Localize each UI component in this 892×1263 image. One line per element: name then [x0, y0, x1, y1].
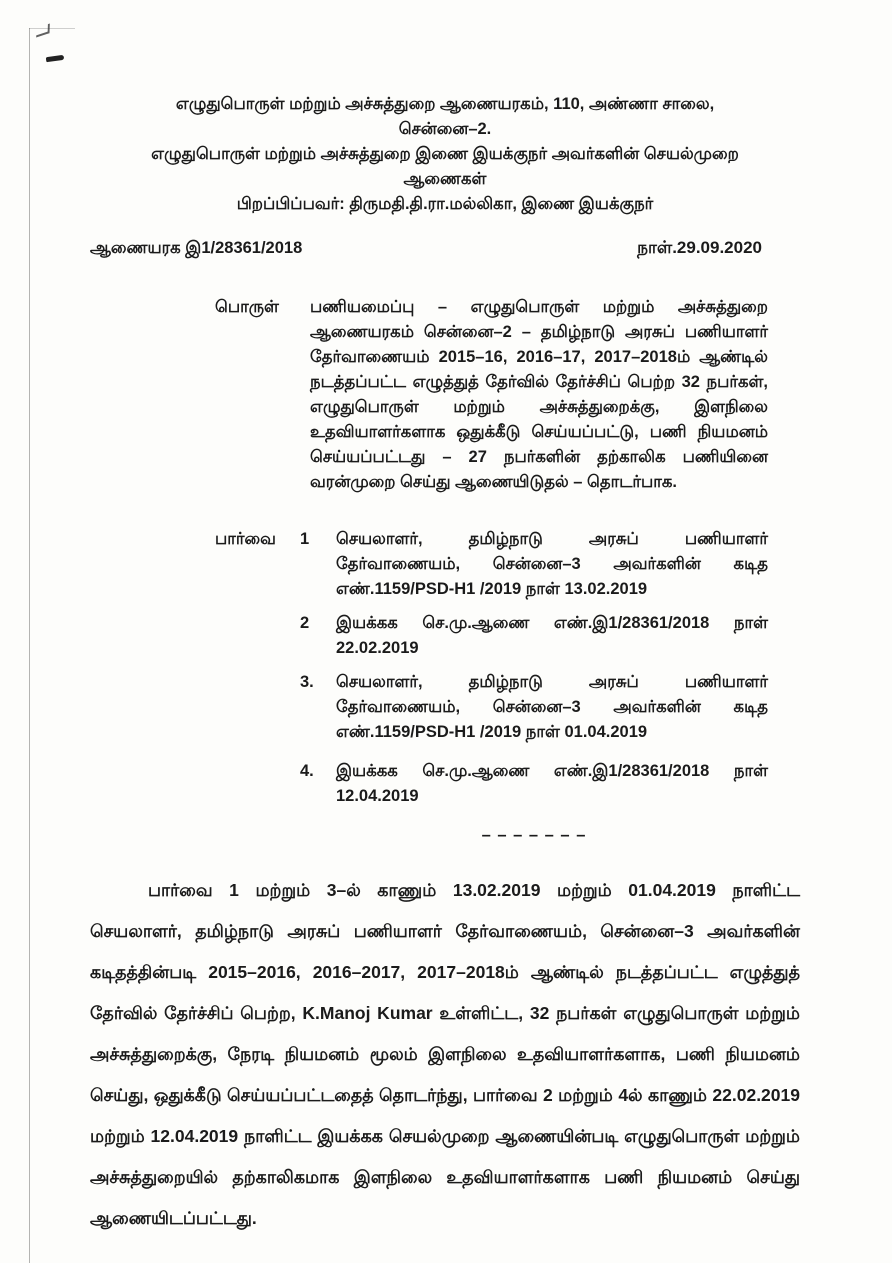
subject-section — [90, 295, 800, 495]
reference-text: இயக்கக செ.மு.ஆணை எண்.இ1/28361/2018 நாள் 12.04.2019 — [336, 762, 768, 805]
references-label: பார்வை — [215, 530, 276, 548]
header-order-title: எழுதுபொருள் மற்றும் அச்சுத்துறை இணை இயக்குநர் அவர்களின் செயல்முறை ஆணைகள் — [151, 145, 739, 188]
reference-number: 1 — [300, 530, 310, 548]
references-list — [300, 527, 768, 848]
reference-number: 3. — [300, 673, 314, 691]
header-office-city: சென்னை–2. — [398, 120, 492, 138]
separator-dashes: – – – – – – – — [481, 826, 587, 844]
body-paragraph: பார்வை 1 மற்றும் 3–ல் காணும் 13.02.2019 மற்றும் 01.04.2019 நாளிட்ட செயலாளர், தமிழ்நாடு அரசுப் பணியாளர் தேர்வாணையம், சென்னை–3 அவர்களின் கடிதத்தின்படி 2015–2016, 2016–2017, 2017–2018ம் ஆண்டில் நடத்தப்பட்ட எழுத்துத் தேர்வில் தேர்ச்சிப் பெற்ற, K.Manoj Kumar உள்ளிட்ட, 32 நபர்கள் எழுதுபொருள் மற்றும் அச்சுத்துறைக்கு, நேரடி நியமனம் மூலம் இளநிலை உதவியாளர்களாக, பணி நியமனம் செய்து, ஒதுக்கீடு செய்யப்பட்டதைத் தொடர்ந்து, பார்வை 2 மற்றும் 4ல் காணும் 22.02.2019 மற்றும் 12.04.2019 நாளிட்ட இயக்கக செயல்முறை ஆணையின்படி எழுதுபொருள் மற்றும் அச்சுத்துறையில் தற்காலிகமாக இளநிலை உதவியாளர்களாக பணி நியமனம் செய்து ஆணையிடப்பட்டது. — [90, 880, 800, 1228]
reference-text: செயலாளர், தமிழ்நாடு அரசுப் பணியாளர் தேர்வாணையம், சென்னை–3 அவர்களின் கடித எண்.1159/PSD-H1 /2019 நாள் 13.02.2019 — [336, 530, 768, 598]
header-office-line: எழுதுபொருள் மற்றும் அச்சுத்துறை ஆணையரகம், 110, அண்ணா சாலை, — [175, 95, 715, 113]
reference-number: 4. — [300, 762, 314, 780]
header-issuer: பிறப்பிப்பவர்: திருமதி.தி.ரா.மல்லிகா, இணை இயக்குநர் — [236, 195, 654, 213]
subject-text: பணியமைப்பு – எழுதுபொருள் மற்றும் அச்சுத்துறை ஆணையரகம் சென்னை–2 – தமிழ்நாடு அரசுப் பணியாளர் தேர்வாணையம் 2015–16, 2016–17, 2017–2018ம் ஆண்டில் நடத்தப்பட்ட எழுத்துத் தேர்வில் தேர்ச்சிப் பெற்ற 32 நபர்கள், எழுதுபொருள் மற்றும் அச்சுத்துறைக்கு, இளநிலை உதவியாளர்களாக ஒதுக்கீடு செய்யப்பட்டு, பணி நியமனம் செய்யப்பட்டது – 27 நபர்களின் தற்காலிக பணியினை வரன்முறை செய்து ஆணையிடுதல் – தொடர்பாக. — [310, 298, 768, 491]
subject-label: பொருள் — [215, 298, 279, 316]
reference-number: 2 — [300, 614, 310, 632]
reference-item — [300, 611, 768, 661]
reference-text: இயக்கக செ.மு.ஆணை எண்.இ1/28361/2018 நாள் 22.02.2019 — [336, 614, 768, 657]
order-number-row — [90, 235, 800, 261]
reference-item — [300, 759, 768, 809]
document-header — [125, 92, 765, 217]
reference-item — [300, 670, 768, 745]
references-section — [90, 527, 800, 848]
order-number: ஆணையரக இ1/28361/2018 — [90, 239, 303, 257]
reference-item — [300, 527, 768, 602]
reference-text: செயலாளர், தமிழ்நாடு அரசுப் பணியாளர் தேர்வாணையம், சென்னை–3 அவர்களின் கடித எண்.1159/PSD-H1 /2019 நாள் 01.04.2019 — [336, 673, 768, 741]
order-date: நாள்.29.09.2020 — [637, 238, 762, 257]
